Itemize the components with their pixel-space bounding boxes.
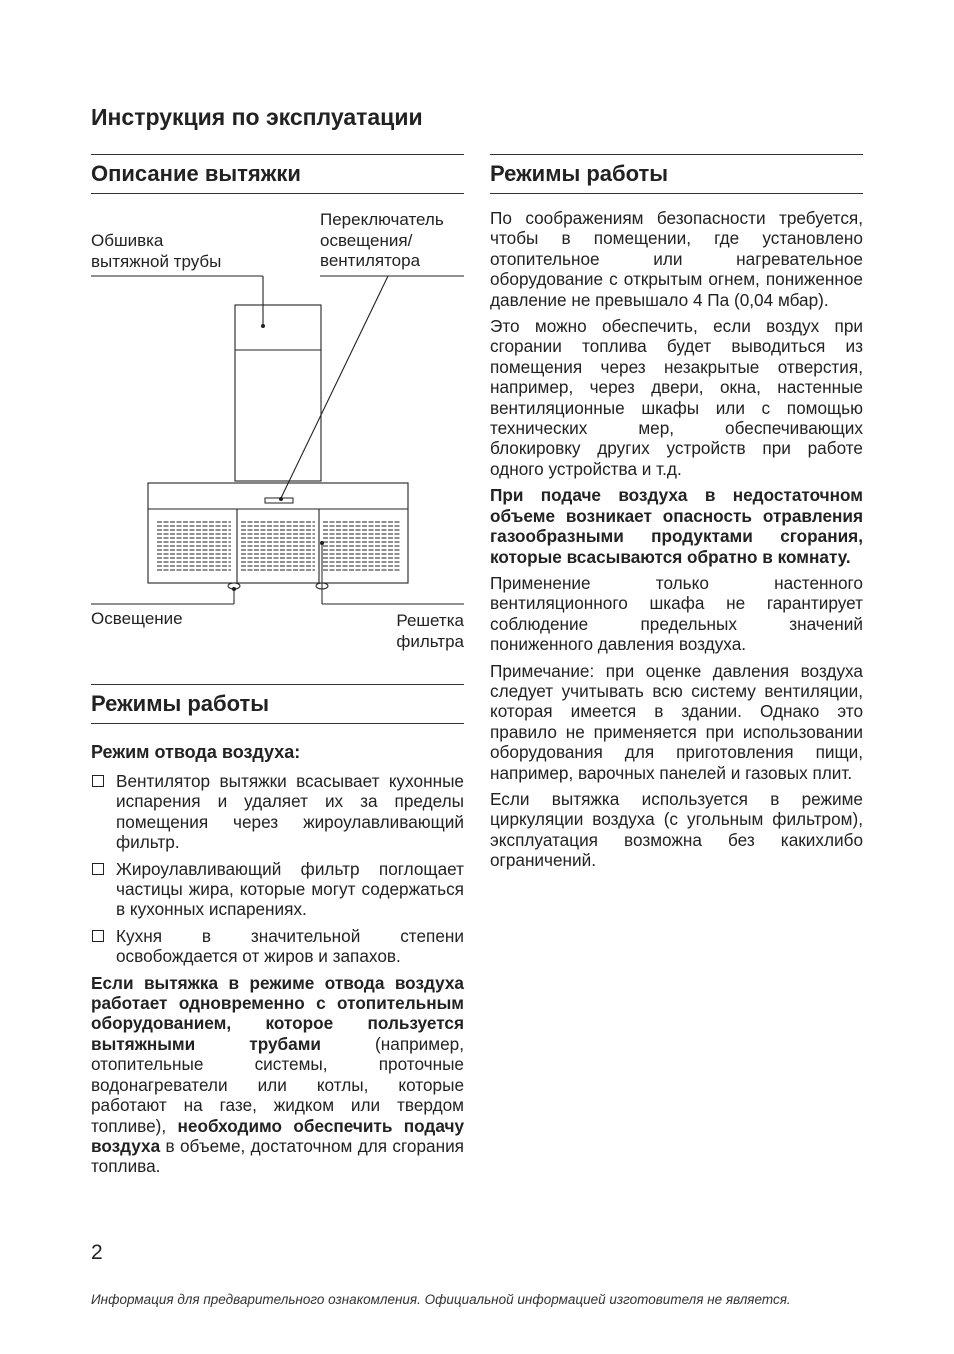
paragraph-ventilation: Это можно обеспечить, если воздух при сгорании топлива будет выводиться из помещения через незакрытые отверстия, например, через двери, окна, настенные вентиляционные шкафы или с помощью технических мер, обеспечивающих блокировку других устройств при работе одного устройства и т.д.: [490, 316, 863, 479]
page-number: 2: [91, 1241, 103, 1264]
list-item: Жироулавливающий фильтр поглощает частицы жира, которые могут содержаться в кухонных испарениях.: [91, 859, 464, 920]
paragraph-cabinet: Применение только настенного вентиляционного шкафа не гарантирует соблюдение предельных значений пониженного давления воздуха.: [490, 572, 863, 655]
label-filter: Решетка фильтра: [396, 611, 464, 651]
left-column: [91, 154, 464, 194]
feature-list: [91, 771, 464, 967]
list-item: Кухня в значительной степени освобождается от жиров и запахов.: [91, 926, 464, 967]
paragraph-safety: По соображениям безопасности требуется, чтобы в помещении, где установлено отопительное или нагревательное оборудование с открытым огнем, пониженное давление не превышало 4 Па (0,04 мбар).: [490, 208, 863, 310]
paragraph-recirculation: Если вытяжка используется в режиме циркуляции воздуха (с угольным фильтром), эксплуатация возможна без какихлибо ограничений.: [490, 788, 863, 871]
page-title: Инструкция по эксплуатации: [91, 104, 423, 130]
right-column: [490, 154, 863, 871]
label-casing: Обшивка вытяжной трубы: [91, 231, 222, 271]
label-switch: Переключатель освещения/ вентилятора: [320, 210, 444, 270]
section-title-modes-right: Режимы работы: [490, 154, 863, 194]
paragraph-note: Примечание: при оценке давления воздуха следует учитывать всю систему вентиляции, которая имеется в здании. Однако это правило не применяется при использовании оборудования для приготовления пищи, например, варочных панелей и газовых плит.: [490, 660, 863, 783]
checkbox-icon: [92, 775, 104, 787]
hood-diagram: [91, 200, 464, 660]
list-item: Вентилятор вытяжки всасывает кухонные испарения и удаляет их за пределы помещения через жироулавливающий фильтр.: [91, 771, 464, 853]
subheading-exhaust-mode: Режим отвода воздуха:: [91, 742, 301, 762]
hood-drawing: [91, 200, 464, 600]
section-title-description: Описание вытяжки: [91, 154, 464, 194]
checkbox-icon: [92, 930, 104, 942]
left-column-modes: [91, 684, 464, 1177]
warning-paragraph: Если вытяжка в режиме отвода воздуха работает одновременно с отопительным оборудованием, которое пользуется вытяжными трубами (например, отопительные системы, проточные водонагреватели или котлы, которые работают на газе, жидком или твердом топливе), необходимо обеспечить подачу воздуха в объеме, достаточном для сгорания топлива.: [91, 972, 464, 1177]
checkbox-icon: [92, 863, 104, 875]
footer-disclaimer: Информация для предварительного ознакомления. Официальной информацией изготовителя не является.: [91, 1292, 791, 1307]
section-title-modes-left: Режимы работы: [91, 684, 464, 724]
paragraph-danger: При подаче воздуха в недостаточном объеме возникает опасность отравления газообразными продуктами сгорания, которые всасываются обратно в комнату.: [490, 485, 863, 567]
label-light: Освещение: [91, 609, 183, 628]
